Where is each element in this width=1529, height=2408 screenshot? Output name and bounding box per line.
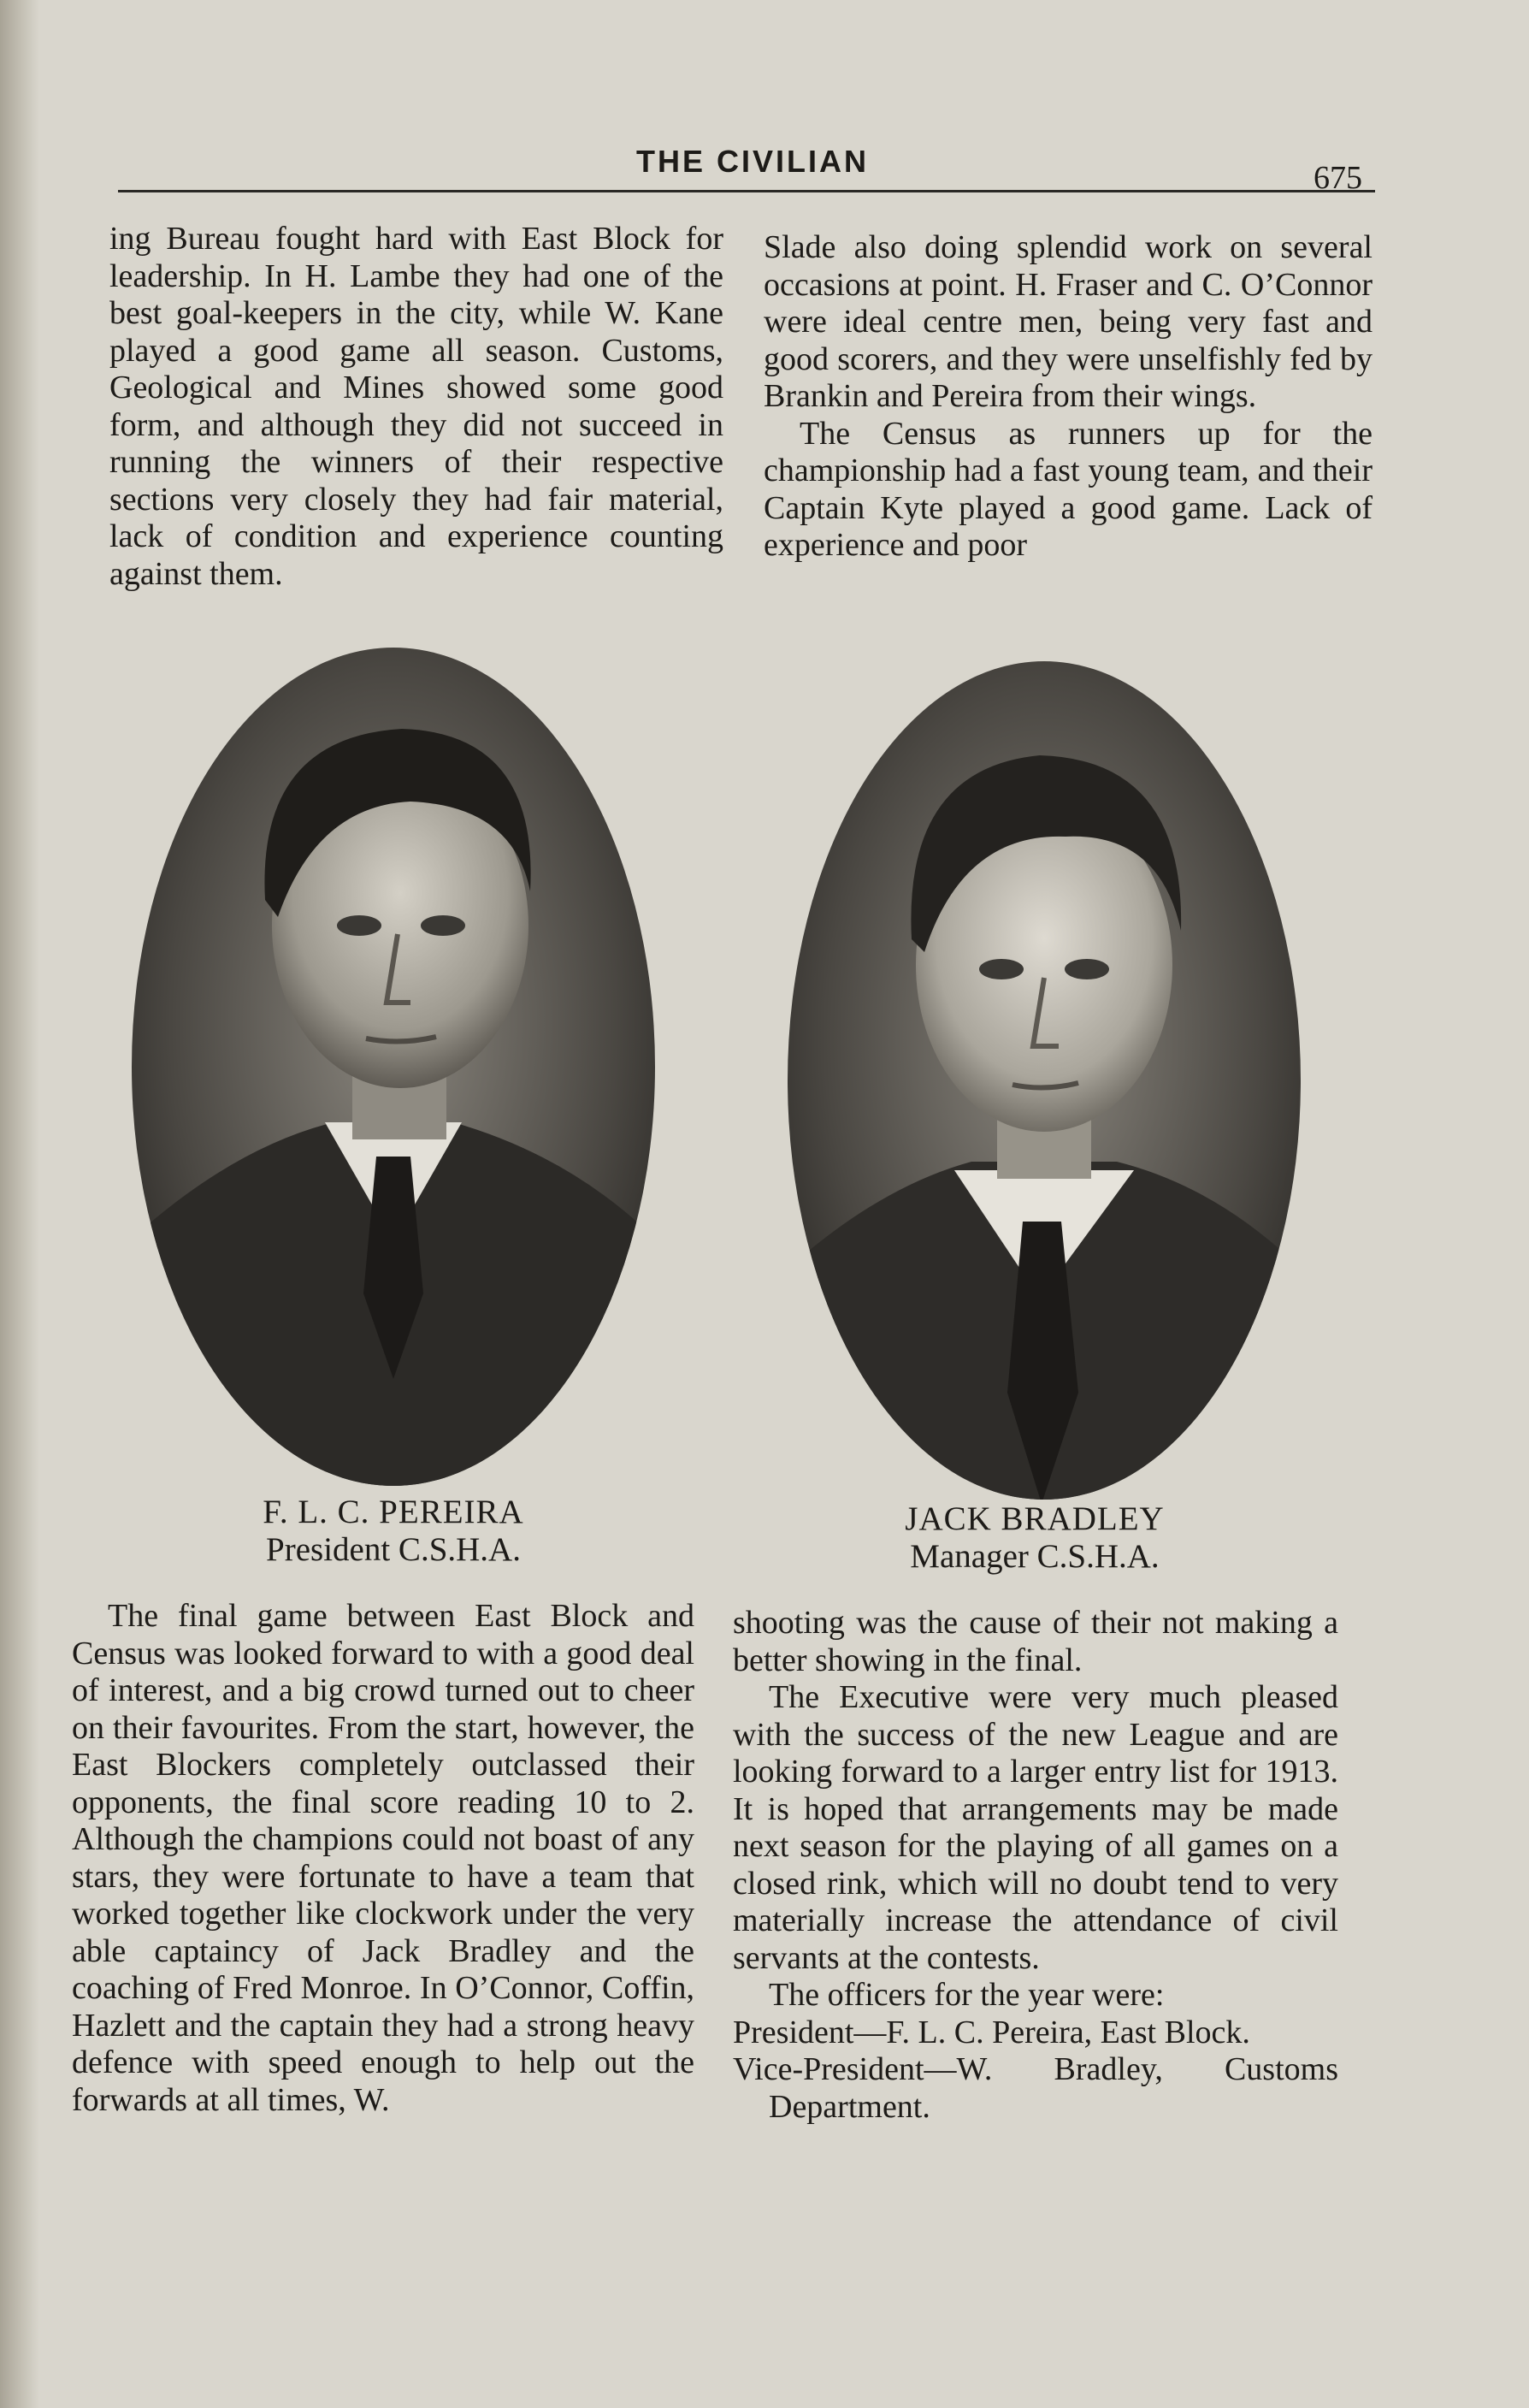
top-right-column: [764, 229, 1373, 565]
bottom-left-column: [72, 1598, 694, 2119]
officer-entry: Vice-President—W. Bradley, Customs Department.: [733, 2051, 1338, 2125]
paragraph: shooting was the cause of their not making a better showing in the final.: [733, 1605, 1338, 1678]
bottom-right-column: [733, 1605, 1338, 2126]
portrait-caption-pereira: [171, 1494, 616, 1569]
caption-title: Manager C.S.H.A.: [910, 1538, 1160, 1575]
paragraph: The Executive were very much pleased with the success of the new League and are looking forward to a larger entry list for 1913. It is hoped that arrangements may be made next season for the playing of all games on a closed rink, which will no doubt tend to very materially increase the attendance of civil servants at the contests.: [733, 1679, 1338, 1976]
portrait-pereira: [128, 643, 658, 1490]
page-number: 675: [1314, 160, 1362, 196]
caption-name: F. L. C. PEREIRA: [263, 1494, 524, 1530]
officer-entry: President—F. L. C. Pereira, East Block.: [733, 2014, 1250, 2050]
portrait-bradley: [783, 657, 1305, 1504]
paragraph: ing Bureau fought hard with East Block for leadership. In H. Lambe they had one of the best goal-keepers in the city, while W. Kane played a good game all season. Customs, Geological and Mines showed some good form, and although they did not succeed in running the winners of their respective sections very closely they had fair material, lack of condition and experience counting against them.: [109, 221, 723, 592]
caption-name: JACK BRADLEY: [905, 1500, 1165, 1537]
top-left-column: [109, 221, 723, 593]
page-binding-shadow: [0, 0, 39, 2408]
caption-title: President C.S.H.A.: [266, 1531, 521, 1568]
paragraph: The officers for the year were:: [769, 1977, 1165, 2013]
paragraph: The Census as runners up for the championship had a fast young team, and their Captain Kyte played a good game. Lack of experience and poor: [764, 415, 1373, 563]
paragraph: Slade also doing splendid work on several occasions at point. H. Fraser and C. O’Connor were ideal centre men, being very fast and good scorers, and they were unselfishly fed by Brankin and Pereira from their wings.: [764, 229, 1373, 414]
paragraph: The final game between East Block and Census was looked forward to with a good deal of interest, and a big crowd turned out to cheer on their favourites. From the start, however, the East Blockers completely outclassed their opponents, the final score reading 10 to 2. Although the champions could not boast of any stars, they were fortunate to have a team that worked together like clockwork under the very able captaincy of Jack Bradley and the coaching of Fred Monroe. In O’Connor, Coffin, Hazlett and the captain they had a strong heavy defence with speed enough to help out the forwards at all times, W.: [72, 1598, 694, 2118]
running-title: THE CIVILIAN: [635, 144, 869, 179]
header-rule: [118, 190, 1375, 192]
portrait-caption-bradley: [812, 1500, 1257, 1576]
